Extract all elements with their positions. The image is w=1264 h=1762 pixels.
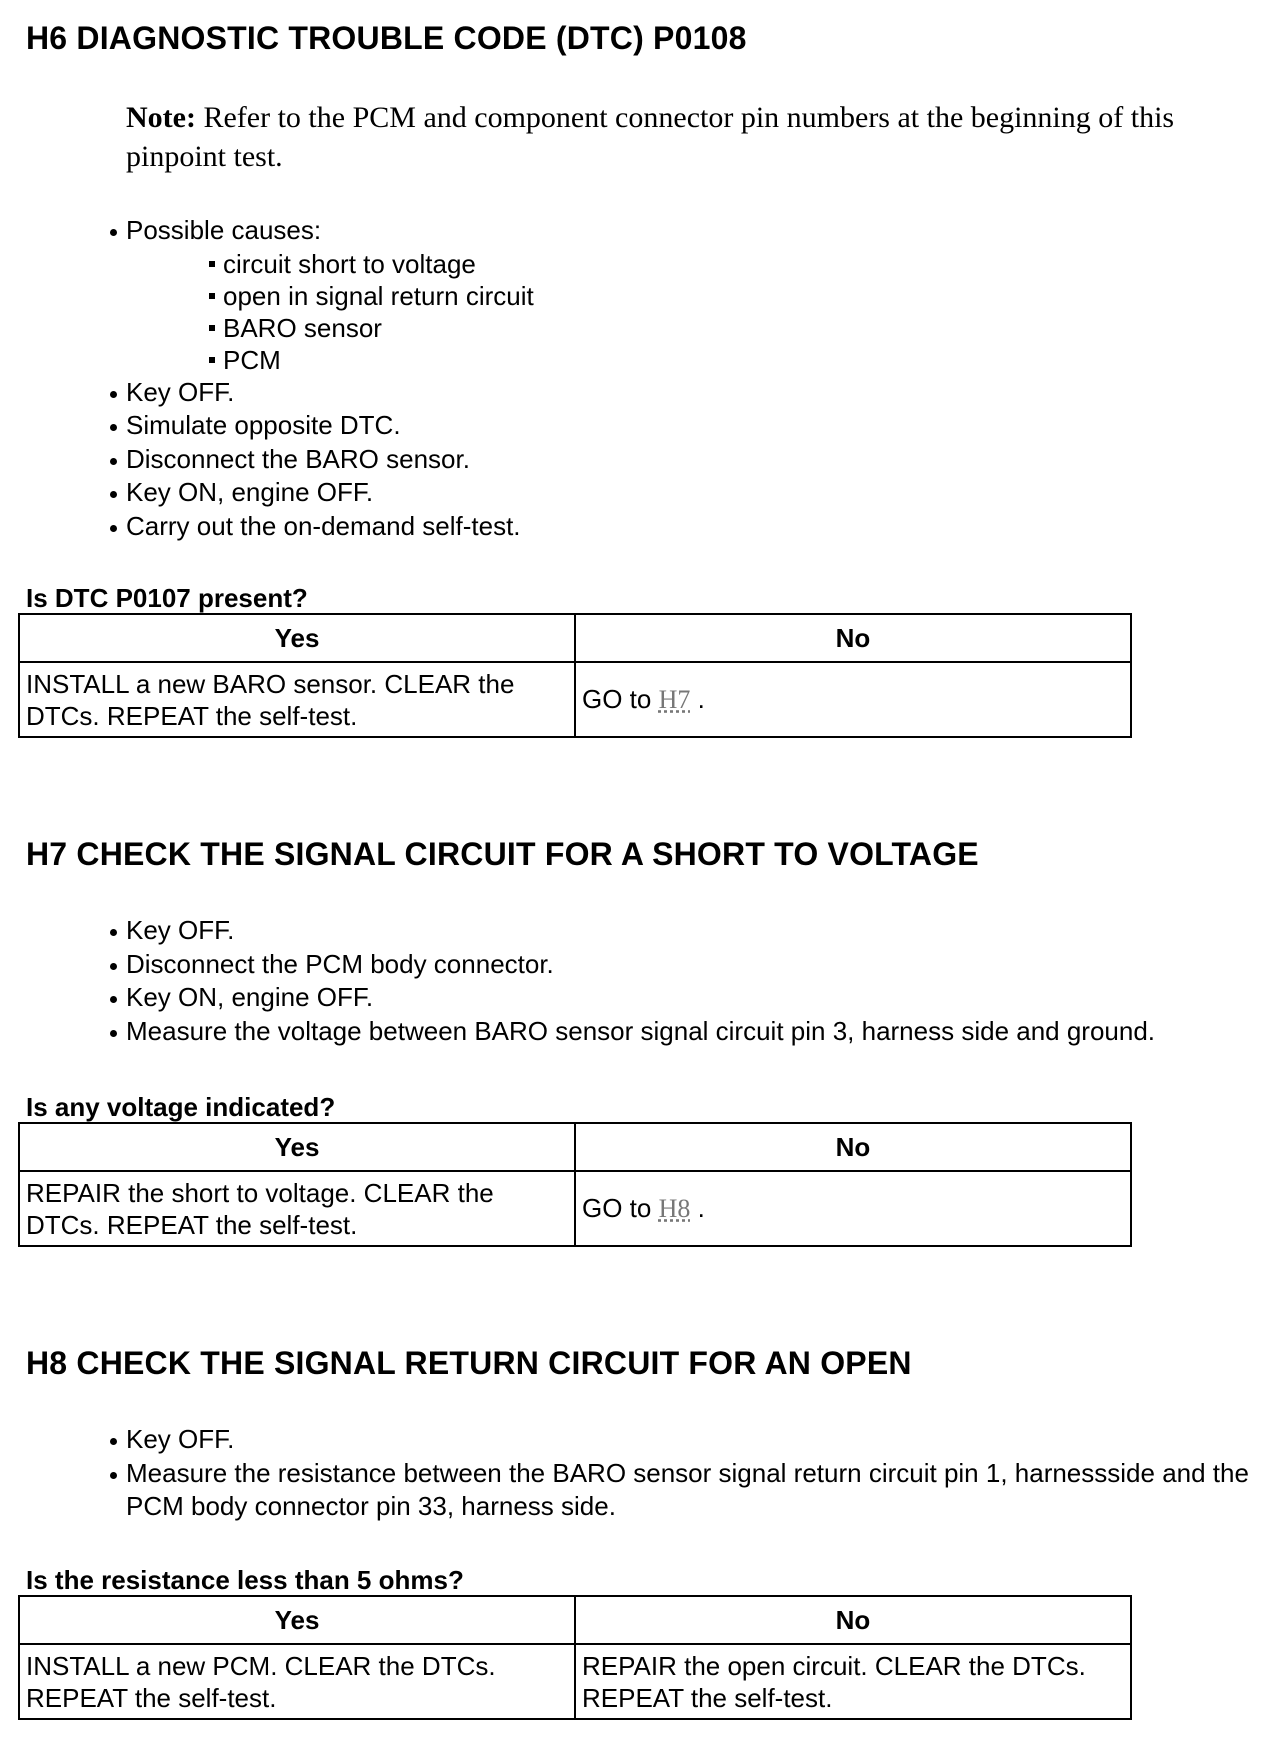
no-cell: [575, 1644, 1131, 1719]
yes-cell: [19, 1644, 575, 1719]
table-header-row: [19, 1596, 1131, 1644]
no-header: No: [575, 1596, 1131, 1644]
list-item: circuit short to voltage: [206, 248, 534, 280]
note-text: Refer to the PCM and component connector pin numbers at the beginning of this pinpoint test.: [126, 101, 1175, 173]
no-header: No: [575, 1123, 1131, 1171]
causes-list: [126, 248, 534, 376]
note-label: Note:: [126, 101, 196, 134]
yes-header: Yes: [19, 614, 575, 662]
list-item: open in signal return circuit: [206, 280, 534, 312]
table-row: [19, 1171, 1131, 1246]
h7-step-list: [108, 914, 1155, 1048]
table-row: [19, 1644, 1131, 1719]
list-item: BARO sensor: [206, 312, 534, 344]
step-line: Measure the resistance between the BARO sensor signal return circuit pin 1, harness: [126, 1457, 1108, 1488]
list-item: Key ON, engine OFF.: [108, 981, 1155, 1015]
h6-heading: H6 DIAGNOSTIC TROUBLE CODE (DTC) P0108: [26, 20, 747, 56]
list-item: [108, 214, 534, 376]
h8-question: Is the resistance less than 5 ohms?: [26, 1565, 464, 1595]
list-item: [108, 1457, 1264, 1524]
yes-line: INSTALL a new PCM. CLEAR the DTCs.: [26, 1650, 496, 1681]
yes-cell: REPAIR the short to voltage. CLEAR the DTCs. REPEAT the self-test.: [19, 1171, 575, 1246]
causes-label: Possible causes:: [126, 215, 322, 245]
no-suffix: .: [690, 1193, 705, 1223]
h7-question: Is any voltage indicated?: [26, 1092, 336, 1122]
link-h7[interactable]: H7: [658, 685, 691, 714]
list-item: Disconnect the BARO sensor.: [108, 443, 534, 477]
step-line-continued: side and the PCM body connector pin 33, harness side.: [126, 1457, 1249, 1521]
table-row: [19, 662, 1131, 737]
list-item: PCM: [206, 344, 534, 376]
yes-header: Yes: [19, 1123, 575, 1171]
h6-answer-table: [18, 613, 1132, 738]
list-item: Key OFF.: [108, 914, 1155, 948]
no-prefix: GO to: [582, 1193, 659, 1223]
yes-cell: INSTALL a new BARO sensor. CLEAR the DTCs. REPEAT the self-test.: [19, 662, 575, 737]
list-item: Key OFF.: [108, 376, 534, 410]
no-line: REPEAT the self-test.: [582, 1682, 833, 1713]
h8-step-list: [108, 1423, 1264, 1524]
no-line: REPAIR the open circuit. CLEAR the DTCs.: [582, 1650, 1086, 1681]
list-item: Carry out the on-demand self-test.: [108, 510, 534, 544]
h7-answer-table: [18, 1122, 1132, 1247]
yes-line: REPEAT the self-test.: [26, 1682, 277, 1713]
h6-question: Is DTC P0107 present?: [26, 583, 308, 613]
no-prefix: GO to: [582, 684, 659, 714]
list-item: Simulate opposite DTC.: [108, 409, 534, 443]
list-item: Key ON, engine OFF.: [108, 476, 534, 510]
table-header-row: [19, 1123, 1131, 1171]
list-item: Key OFF.: [108, 1423, 1264, 1457]
list-item: Measure the voltage between BARO sensor signal circuit pin 3, harness side and ground.: [108, 1015, 1155, 1049]
h8-heading: H8 CHECK THE SIGNAL RETURN CIRCUIT FOR AN OPEN: [26, 1345, 912, 1381]
h8-answer-table: [18, 1595, 1132, 1720]
h7-heading: H7 CHECK THE SIGNAL CIRCUIT FOR A SHORT TO VOLTAGE: [26, 836, 979, 872]
h6-step-list: [108, 214, 534, 543]
no-cell: [575, 662, 1131, 737]
no-header: No: [575, 614, 1131, 662]
table-header-row: [19, 614, 1131, 662]
h6-note: [126, 98, 1216, 176]
no-cell: [575, 1171, 1131, 1246]
yes-header: Yes: [19, 1596, 575, 1644]
list-item: Disconnect the PCM body connector.: [108, 948, 1155, 982]
link-h8[interactable]: H8: [658, 1194, 691, 1223]
no-suffix: .: [690, 684, 705, 714]
